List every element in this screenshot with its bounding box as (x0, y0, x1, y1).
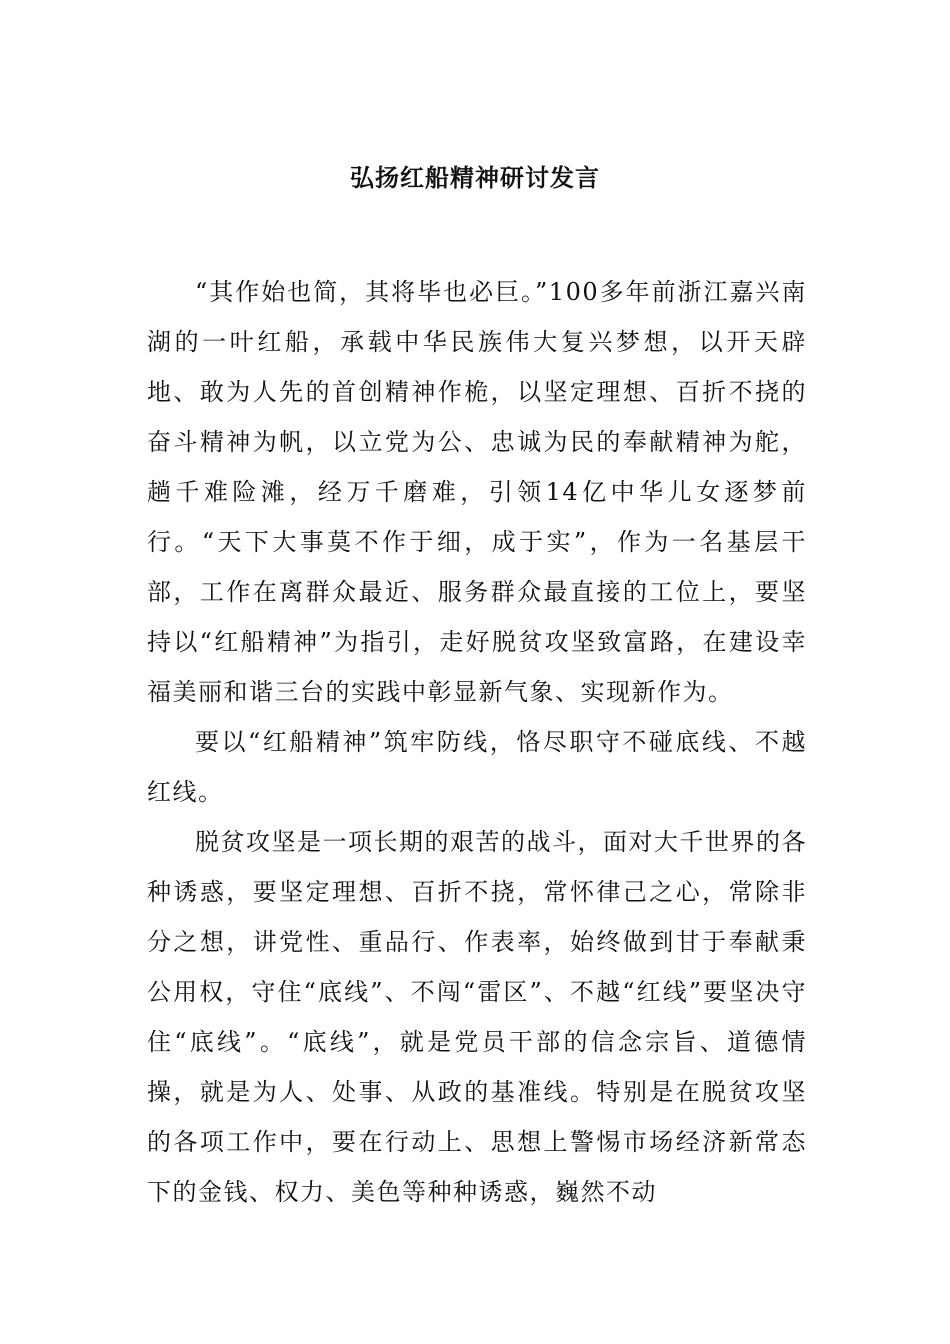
paragraph-heading-defense: 要以“红船精神”筑牢防线，恪尽职守不碰底线、不越红线。 (147, 728, 807, 806)
paragraph-bottom-line: 脱贫攻坚是一项长期的艰苦的战斗，面对大千世界的各种诱惑，要坚定理想、百折不挠，常怀律己之心，常除非分之想，讲党性、重品行、作表率，始终做到甘于奉献秉公用权，守住“底线”、不闯“雷区”、不越“红线”要坚决守住“底线”。“底线”，就是党员干部的信念宗旨、道德情操，就是为人、处事、从政的基准线。特别是在脱贫攻坚的各项工作中，要在行动上、思想上警惕市场经济新常态下的金钱、权力、美色等种种诱惑，巍然不动 (147, 828, 807, 1206)
document-body (147, 267, 807, 1217)
document-title: 弘扬红船精神研讨发言 (350, 163, 600, 192)
paragraph-intro: “其作始也简，其将毕也必巨。”100多年前浙江嘉兴南湖的一叶红船，承载中华民族伟大复兴梦想，以开天辟地、敢为人先的首创精神作桅，以坚定理想、百折不挠的奋斗精神为帆，以立党为公、忠诚为民的奉献精神为舵，趟千难险滩，经万千磨难，引领14亿中华儿女逐梦前行。“天下大事莫不作于细，成于实”，作为一名基层干部，工作在离群众最近、服务群众最直接的工位上，要坚持以“红船精神”为指引，走好脱贫攻坚致富路，在建设幸福美丽和谐三台的实践中彰显新气象、实现新作为。 (147, 278, 807, 706)
